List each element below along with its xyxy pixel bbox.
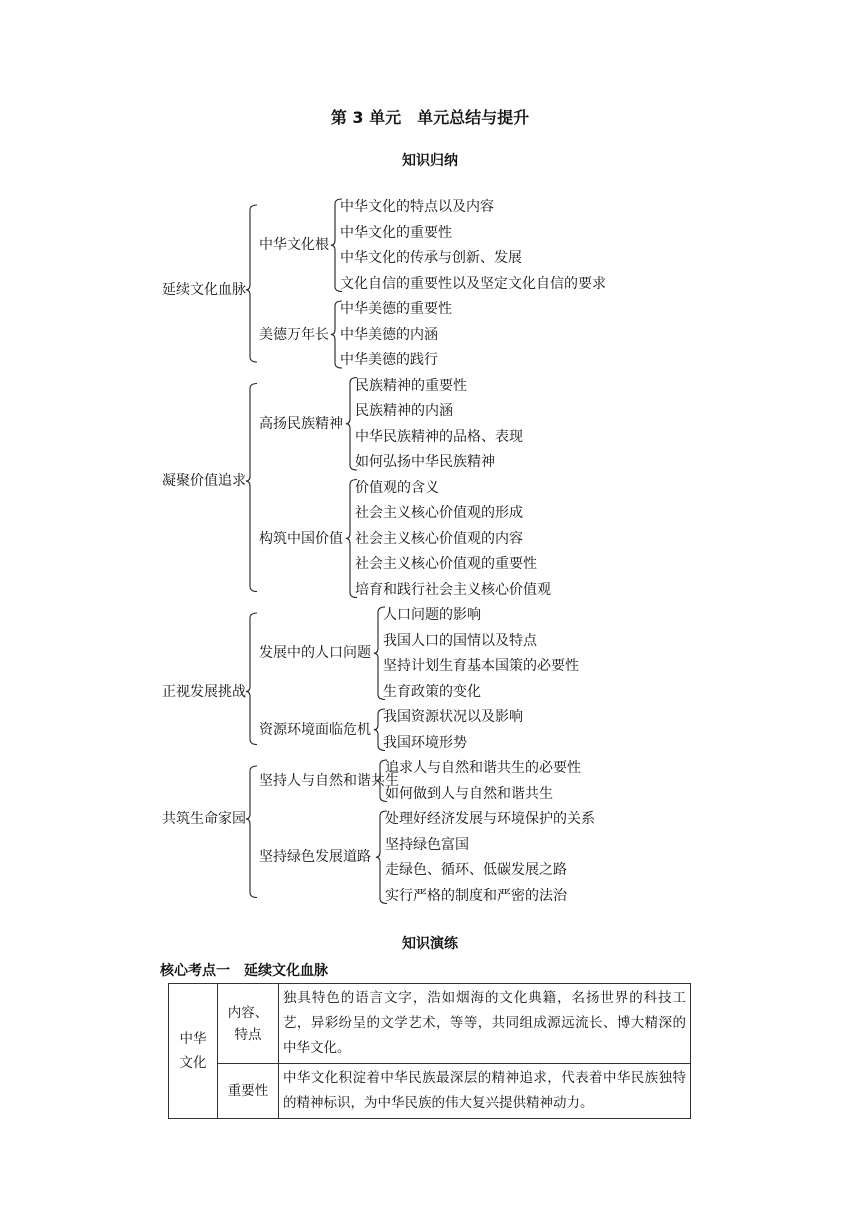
topic-label: 中华 文化 — [179, 1031, 207, 1071]
branch-label: 坚持绿色发展道路 — [259, 849, 371, 866]
topic-label: 延续文化血脉 — [162, 281, 246, 298]
leaf-item: 处理好经济发展与环境保护的关系 — [385, 811, 595, 827]
leaf-item: 我国环境形势 — [383, 734, 467, 751]
aspect-cell — [218, 984, 279, 1064]
topic-cell — [169, 984, 218, 1119]
leaf-item: 人口问题的影响 — [383, 607, 481, 623]
leaf-item: 生育政策的变化 — [383, 683, 481, 700]
leaf-item: 社会主义核心价值观的内容 — [355, 530, 523, 547]
leaf-item: 如何做到人与自然和谐共生 — [385, 785, 553, 802]
branch-label: 资源环境面临危机 — [259, 721, 371, 738]
leaf-item: 社会主义核心价值观的形成 — [355, 505, 523, 521]
summary-heading: 知识归纳 — [402, 153, 458, 169]
knowledge-table — [168, 983, 691, 1119]
leaf-item: 中华美德的重要性 — [340, 301, 452, 317]
leaf-item: 社会主义核心价值观的重要性 — [355, 556, 537, 572]
leaf-item: 培育和践行社会主义核心价值观 — [355, 581, 551, 598]
aspect-cell: 重要性 — [218, 1064, 279, 1119]
branch-label: 中华文化根 — [259, 237, 329, 254]
leaf-item: 走绿色、循环、低碳发展之路 — [385, 862, 567, 878]
aspect-label: 内容、 特点 — [227, 1004, 269, 1043]
brace — [246, 613, 257, 745]
table-row — [169, 1064, 691, 1119]
brace — [246, 766, 257, 898]
leaf-item: 如何弘扬中华民族精神 — [355, 454, 495, 470]
practice-heading: 知识演练 — [402, 936, 458, 952]
table-row — [169, 984, 691, 1064]
leaf-item: 中华美德的内涵 — [340, 326, 438, 343]
brace — [246, 205, 257, 362]
topic-label: 凝聚价值追求 — [162, 473, 246, 490]
leaf-item: 中华美德的践行 — [340, 352, 438, 368]
leaf-item: 中华文化的重要性 — [340, 224, 452, 241]
topic-label: 正视发展挑战 — [162, 683, 246, 700]
leaf-item: 中华民族精神的品格、表现 — [355, 428, 523, 445]
leaf-item: 我国资源状况以及影响 — [383, 709, 523, 725]
leaf-item: 价值观的含义 — [355, 479, 439, 496]
branch-label: 高扬民族精神 — [259, 415, 343, 432]
leaf-item: 实行严格的制度和严密的法治 — [385, 887, 567, 904]
leaf-item: 坚持绿色富国 — [385, 836, 469, 853]
leaf-item: 坚持计划生育基本国策的必要性 — [383, 658, 579, 674]
branch-label: 美德万年长 — [259, 326, 329, 343]
brace — [246, 384, 257, 592]
topic-label: 共筑生命家园 — [162, 811, 246, 827]
section-title: 核心考点一 延续文化血脉 — [160, 963, 328, 979]
branch-label: 构筑中国价值 — [259, 530, 343, 547]
leaf-item: 追求人与自然和谐共生的必要性 — [385, 760, 581, 776]
content-cell: 独具特色的语言文字，浩如烟海的文化典籍，名扬世界的科技工艺，异彩纷呈的文学艺术，等等，共同组成源远流长、博大精深的中华文化。 — [279, 984, 691, 1064]
branch-label: 坚持人与自然和谐共生 — [259, 772, 399, 789]
page-title: 第 3 单元 单元总结与提升 — [330, 108, 530, 127]
content-cell: 中华文化积淀着中华民族最深层的精神追求，代表着中华民族独特的精神标识，为中华民族的伟大复兴提供精神动力。 — [279, 1064, 691, 1119]
leaf-item: 民族精神的内涵 — [355, 403, 453, 419]
leaf-item: 文化自信的重要性以及坚定文化自信的要求 — [340, 275, 606, 292]
leaf-item: 我国人口的国情以及特点 — [383, 632, 537, 649]
leaf-item: 中华文化的传承与创新、发展 — [340, 250, 522, 266]
leaf-item: 民族精神的重要性 — [355, 377, 467, 394]
branch-label: 发展中的人口问题 — [259, 645, 371, 662]
leaf-item: 中华文化的特点以及内容 — [340, 199, 494, 215]
